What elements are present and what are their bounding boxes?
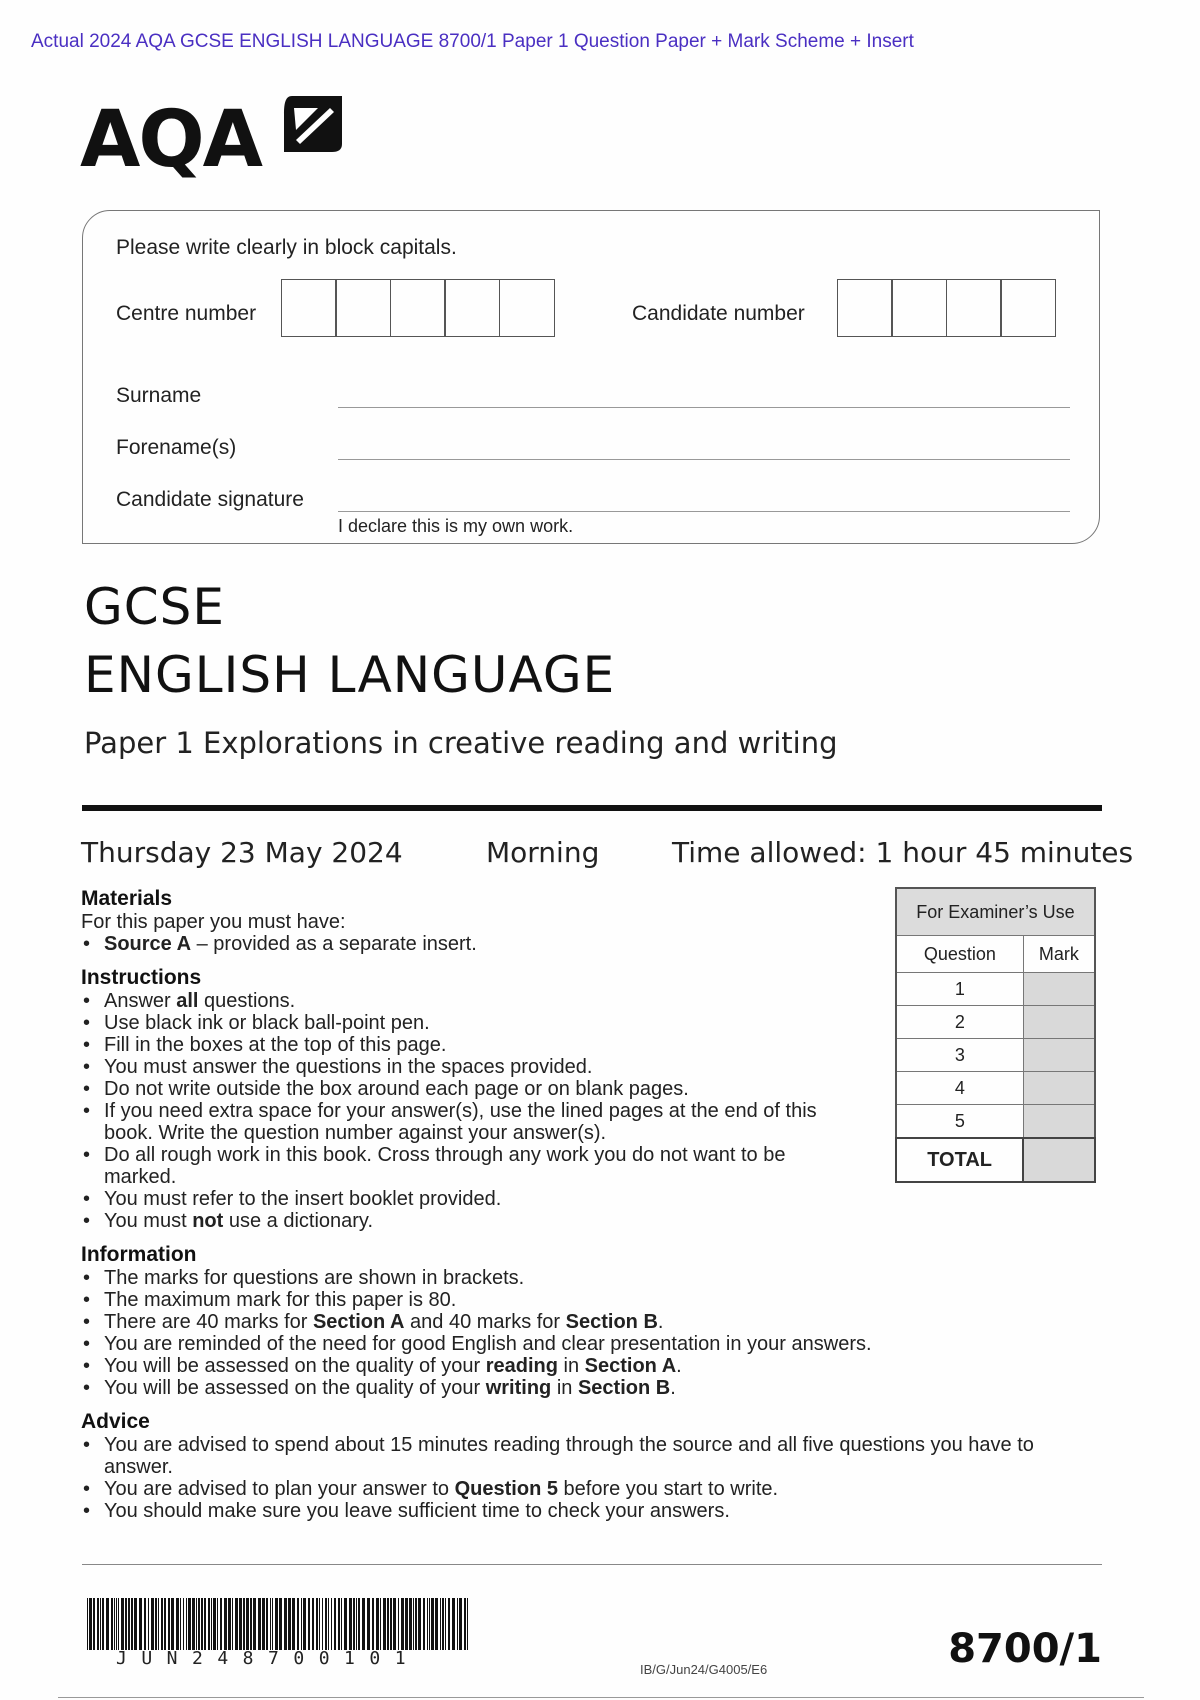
information-item: • The marks for questions are shown in brackets. <box>81 1267 1031 1289</box>
candidate-number-label: Candidate number <box>632 302 805 325</box>
advice-heading: Advice <box>81 1410 150 1433</box>
centre-number-digit[interactable] <box>499 279 555 337</box>
header-link[interactable]: Actual 2024 AQA GCSE ENGLISH LANGUAGE 8700/1 Paper 1 Question Paper + Mark Scheme + Insert <box>31 31 914 52</box>
question-column-header: Question <box>896 936 1023 973</box>
information-section <box>81 1243 1031 1399</box>
question-number: 5 <box>896 1105 1023 1139</box>
question-number: 3 <box>896 1039 1023 1072</box>
centre-number-digit[interactable] <box>335 279 391 337</box>
instruction-item: • Fill in the boxes at the top of this page. <box>81 1034 851 1056</box>
instruction-item: • If you need extra space for your answer(s), use the lined pages at the end of this book. Write the question number against your answer(s). <box>81 1100 851 1144</box>
document-reference: IB/G/Jun24/G4005/E6 <box>640 1662 768 1677</box>
time-allowed: Time allowed: 1 hour 45 minutes <box>672 836 1134 869</box>
exam-date: Thursday 23 May 2024 <box>81 836 403 869</box>
aqa-logo-mark-icon <box>282 94 344 154</box>
information-item: • You are reminded of the need for good English and clear presentation in your answers. <box>81 1333 1031 1355</box>
exam-session: Morning <box>486 836 600 869</box>
advice-item: • You are advised to plan your answer to Question 5 before you start to write. <box>81 1478 1081 1500</box>
forenames-label: Forename(s) <box>116 436 237 459</box>
title-divider <box>82 805 1102 811</box>
mark-cell <box>1023 1006 1095 1039</box>
instruction-item: • Do not write outside the box around each page or on blank pages. <box>81 1078 851 1100</box>
logo-text: AQA <box>80 95 262 185</box>
surname-field[interactable] <box>338 407 1070 408</box>
barcode-icon <box>87 1598 472 1650</box>
barcode-number: JUN248700101 <box>116 1648 421 1669</box>
information-item: • You will be assessed on the quality of your writing in Section B. <box>81 1377 1031 1399</box>
instruction-item: • You must refer to the insert booklet provided. <box>81 1188 851 1210</box>
information-heading: Information <box>81 1243 197 1266</box>
question-number: 1 <box>896 973 1023 1006</box>
signature-field[interactable] <box>338 511 1070 512</box>
advice-item: • You should make sure you leave sufficient time to check your answers. <box>81 1500 1081 1522</box>
mark-cell <box>1023 1039 1095 1072</box>
instructions-section <box>81 966 851 1232</box>
candidate-number-digit[interactable] <box>1000 279 1056 337</box>
instruction-item: • Use black ink or black ball-point pen. <box>81 1012 851 1034</box>
candidate-number-digit[interactable] <box>946 279 1002 337</box>
centre-number-field[interactable] <box>282 279 555 337</box>
centre-number-digit[interactable] <box>444 279 500 337</box>
mark-column-header: Mark <box>1023 936 1095 973</box>
instruction-item: • You must answer the questions in the spaces provided. <box>81 1056 851 1078</box>
instruction-item: • Answer all questions. <box>81 990 851 1012</box>
advice-item: • You are advised to spend about 15 minutes reading through the source and all five questions you have to answer. <box>81 1434 1081 1478</box>
instruction-item: • You must not use a dictionary. <box>81 1210 851 1232</box>
mark-cell <box>1023 1072 1095 1105</box>
information-item: • There are 40 marks for Section A and 40 marks for Section B. <box>81 1311 1031 1333</box>
instructions-heading: Instructions <box>81 966 202 989</box>
mark-cell <box>1023 973 1095 1006</box>
block-capitals-instruction: Please write clearly in block capitals. <box>116 236 457 259</box>
total-mark-cell <box>1023 1138 1095 1182</box>
declaration-text: I declare this is my own work. <box>338 516 574 536</box>
advice-section <box>81 1410 1081 1522</box>
mark-cell <box>1023 1105 1095 1139</box>
paper-code: 8700/1 <box>948 1626 1102 1672</box>
candidate-number-digit[interactable] <box>891 279 947 337</box>
paper-title: Paper 1 Explorations in creative reading and writing <box>84 726 838 760</box>
materials-section <box>81 887 911 955</box>
footer-divider <box>82 1564 1102 1565</box>
materials-item: • Source A – provided as a separate insert. <box>81 933 911 955</box>
page-edge <box>58 1697 1144 1698</box>
materials-intro: For this paper you must have: <box>81 911 346 933</box>
information-item: • The maximum mark for this paper is 80. <box>81 1289 1031 1311</box>
question-number: 4 <box>896 1072 1023 1105</box>
aqa-logo <box>80 90 350 190</box>
surname-label: Surname <box>116 384 202 407</box>
examiner-table-heading: For Examiner’s Use <box>896 888 1095 936</box>
candidate-number-field[interactable] <box>838 279 1056 337</box>
subject-title: ENGLISH LANGUAGE <box>84 646 616 704</box>
signature-label: Candidate signature <box>116 488 304 511</box>
centre-number-digit[interactable] <box>281 279 337 337</box>
total-label: TOTAL <box>896 1138 1023 1182</box>
materials-heading: Materials <box>81 887 173 910</box>
examiner-use-table <box>895 887 1096 1183</box>
question-number: 2 <box>896 1006 1023 1039</box>
information-item: • You will be assessed on the quality of your reading in Section A. <box>81 1355 1031 1377</box>
forenames-field[interactable] <box>338 459 1070 460</box>
candidate-number-digit[interactable] <box>837 279 893 337</box>
instruction-item: • Do all rough work in this book. Cross through any work you do not want to be marked. <box>81 1144 851 1188</box>
qualification-title: GCSE <box>84 578 225 636</box>
centre-number-digit[interactable] <box>390 279 446 337</box>
centre-number-label: Centre number <box>116 302 257 325</box>
